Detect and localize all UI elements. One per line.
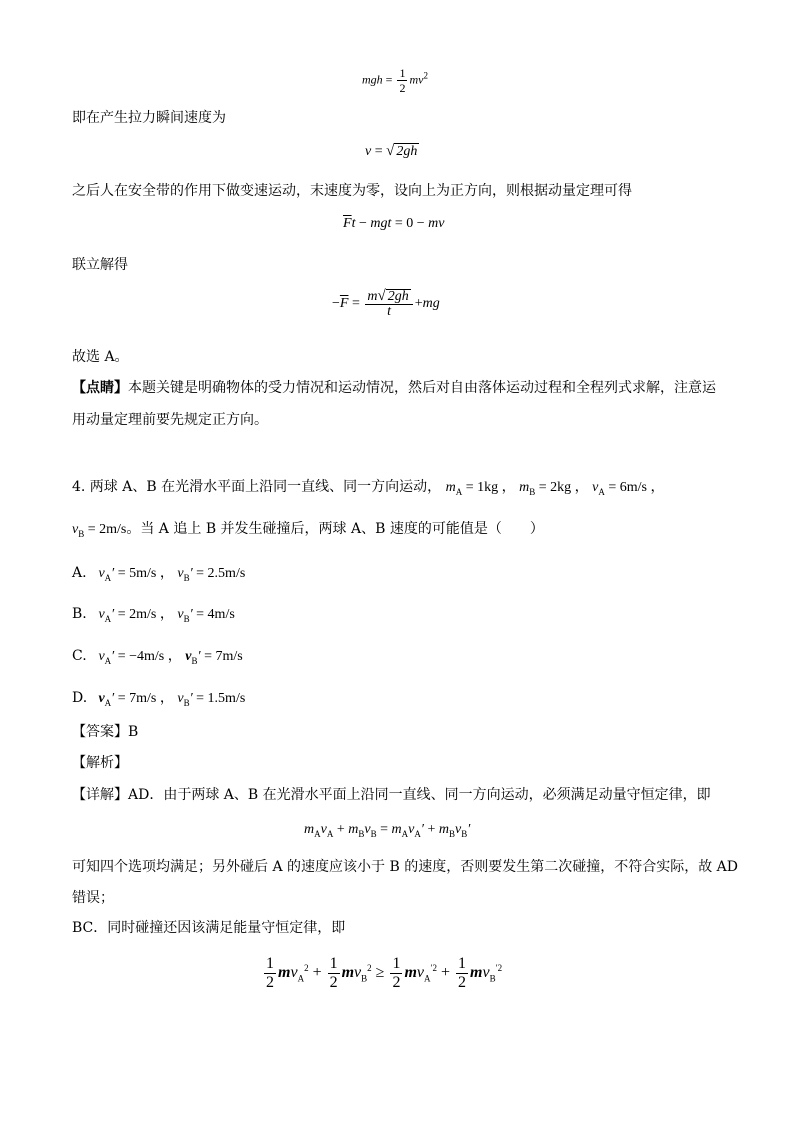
detail-line2: 可知四个选项均满足；另外碰后 A 的速度应该小于 B 的速度，否则要发生第二次碰撞，不符合实际，故 AD [72,859,738,875]
option-d-values: $v_A' = 7m/s$ ， $v_B' = 1.5m/s$ [98,691,246,708]
equation-force: $-\overline{F}$ = $\frac{m√ 2gh}{t}$ +mg [332,288,440,319]
text-speed-intro: 即在产生拉力瞬间速度为 [72,110,226,126]
option-c-label: C. [72,648,87,664]
option-b-label: B. [72,606,87,622]
option-b [72,604,235,629]
equation-momentum-conservation: $m_Av_A + m_Bv_B = m_Av_A' + m_Bv_B'$ [304,822,471,839]
option-d [72,688,245,713]
question-4-text: 4. 两球 A、B 在光滑水平面上沿同一直线、同一方向运动， [72,479,442,495]
comment-text-1: 本题关键是明确物体的受力情况和运动情况，然后对自由落体运动过程和全程列式求解，注意运 [128,380,716,396]
option-a-values: $v_A' = 5m/s$ ， $v_B' = 2.5m/s$ [98,566,246,583]
option-c-values: $v_A' = -4m/s$ ， $v_B' = 7m/s$ [98,649,243,666]
equation-momentum: $\overline{F}t$ − mgt = 0 − mv [343,216,445,231]
text-after-speed: 之后人在安全带的作用下做变速运动，末速度为零，设向上为正方向，则根据动量定理可得 [72,183,632,199]
question-4-prompt: 。当 A 追上 B 并发生碰撞后，两球 A、B 速度的可能值是（ ） [126,521,544,537]
option-a-label: A. [72,565,87,581]
detail-text: AD．由于两球 A、B 在光滑水平面上沿同一直线、同一方向运动，必须满足动量守恒定律，即 [128,787,711,803]
question-4-line1 [72,477,664,502]
equation-velocity: v = √ 2gh [365,143,418,159]
detail-label: 【详解】 [72,787,128,803]
text-choose: 故选 A。 [72,349,129,365]
answer: 【答案】B [72,724,139,740]
question-4-vb: $v_B = 2m/s$ [72,522,127,539]
equation-energy-conservation: $\frac{1}{2}$ $mv_A^2$ + $\frac{1}{2}$ $mv_B^2$ ≥ $\frac{1}{2}$ $mv_A^{'2}$ + $\frac{1}{2}$ $mv_B^{'2}$ [266,955,503,991]
option-a [72,563,245,588]
detail-line3: 错误； [72,890,114,906]
analysis-label: 【解析】 [72,755,128,771]
equation-energy: mgh = $\frac{1}{2}$ $mv^2$ [362,66,428,95]
comment-line1 [72,378,716,398]
option-c [72,646,243,671]
comment-line2: 用动量定理前要先规定正方向。 [72,412,268,428]
detail-line4: BC．同时碰撞还因该满足能量守恒定律，即 [72,920,346,936]
question-4-line2 [72,519,544,544]
option-d-label: D. [72,690,88,706]
detail-line1 [72,785,711,805]
question-4-given: $m_A = 1kg$ ， $m_B = 2kg$ ， $v_A = 6m/s$ ， [445,480,665,497]
comment-label: 【点睛】 [72,380,128,396]
text-solve: 联立解得 [72,257,128,273]
option-b-values: $v_A' = 2m/s$ ， $v_B' = 4m/s$ [98,607,235,624]
